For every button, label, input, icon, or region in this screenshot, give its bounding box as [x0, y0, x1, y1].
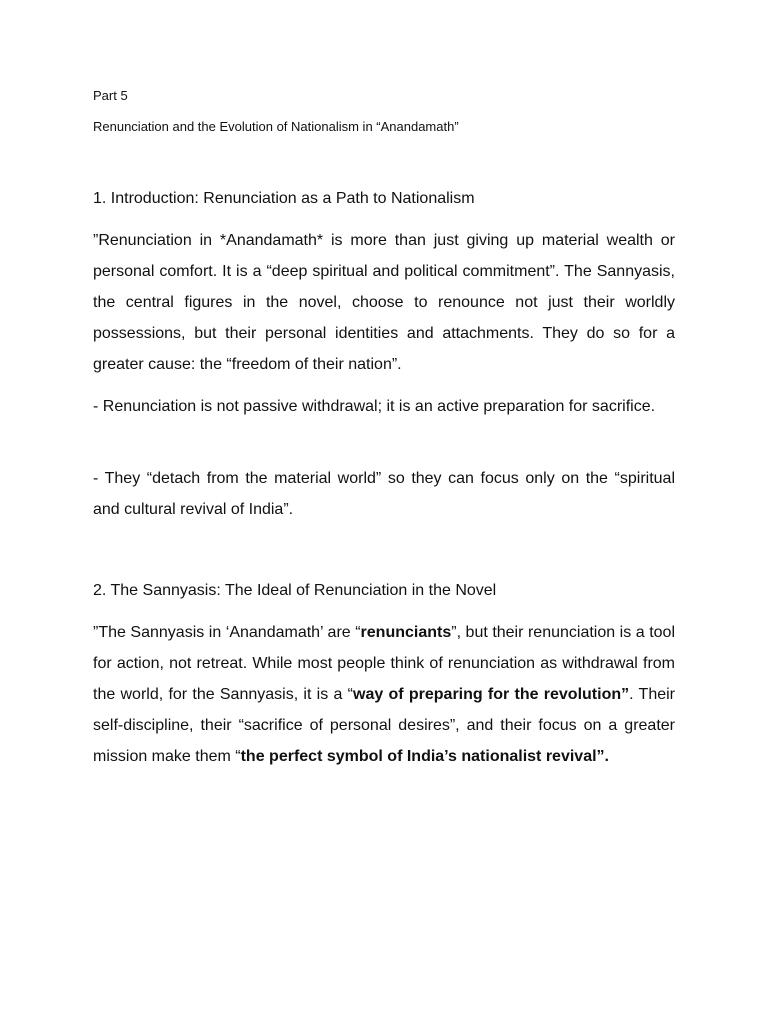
section2-bold-revolution: way of preparing for the revolution”: [353, 686, 630, 703]
section2-text-a: ”The Sannyasis in ‘Anandamath’ are “: [93, 624, 361, 641]
section1-bullet-2: - They “detach from the material world” so they can focus only on the “spiritual and cultural revival of India”.: [93, 470, 675, 518]
section1-paragraph: ”Renunciation in *Anandamath* is more than just giving up material wealth or personal comfort. It is a “deep spiritual and political commitment”. The Sannyasis, the central figures in the novel, choose to renounce not just their worldly possessions, but their personal identities and attachments. They do so for a greater cause: the “freedom of their nation”.: [93, 232, 675, 373]
document-subtitle: Renunciation and the Evolution of Nationalism in “Anandamath”: [93, 119, 459, 134]
section2-text-e: . Their self-discipline, their “sacrifice of personal desires”, and their focus on a greater mission make them “: [93, 686, 675, 765]
section2-text-c: ”, but their renunciation is a tool for action, not retreat. While most people think of renunciation as withdrawal from the world, for the Sannyasis, it is a “: [93, 624, 675, 703]
section2-paragraph: [93, 617, 675, 772]
section2-heading: 2. The Sannyasis: The Ideal of Renunciation in the Novel: [93, 582, 497, 599]
section1-bullet-1: - Renunciation is not passive withdrawal; it is an active preparation for sacrifice.: [93, 398, 656, 415]
section2-bold-symbol: the perfect symbol of India’s nationalist revival”.: [240, 748, 609, 765]
section1-heading: 1. Introduction: Renunciation as a Path to Nationalism: [93, 190, 475, 207]
section2-bold-renunciants: renunciants: [360, 624, 452, 641]
part-label: Part 5: [93, 88, 128, 103]
